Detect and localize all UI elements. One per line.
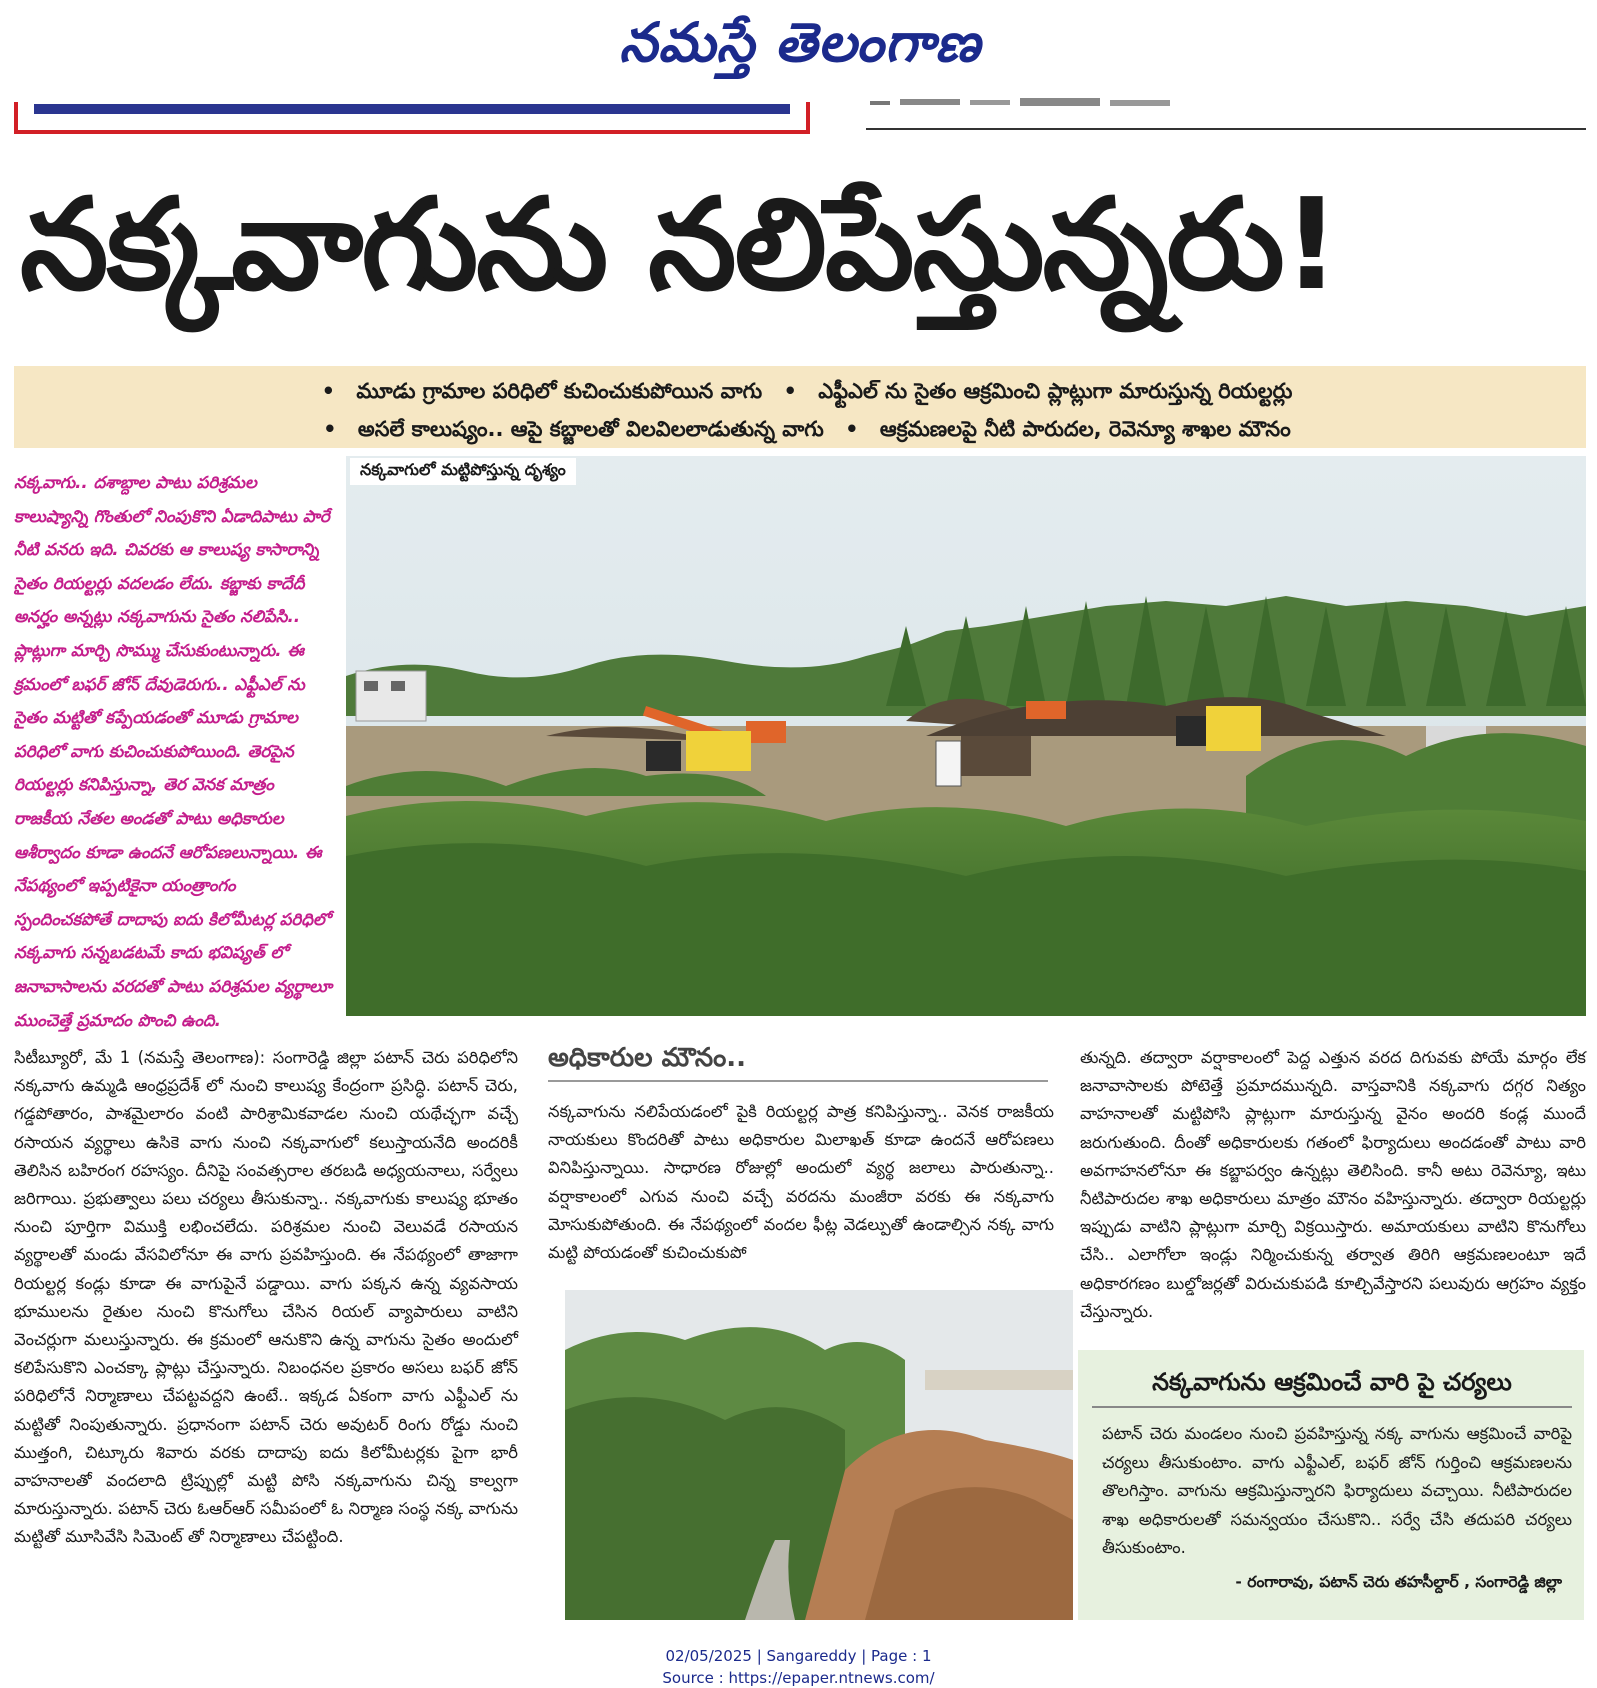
article-column-3: తున్నది. తద్వారా వర్షాకాలంలో పెద్ద ఎత్తున వరద దిగువకు పోయే మార్గం లేక జనావాసాలకు పోటెత్తే ప్రమాదమున్నది. వాస్తవానికి నక్కవాగు దగ్గర నిత్యం వాహనాలతో మట్టిపోసి ప్లాట్లుగా మారుస్తున్న వైనం అందరి కండ్ల ముందే జరుగుతుంది. దీంతో అధికారులకు గతంలో ఫిర్యాదులు అందడంతో పాటు వారి అవగాహనలోనూ ఈ కబ్జాపర్వం ఉన్నట్లు తెలిసింది. కానీ అటు రెవెన్యూ, ఇటు నీటిపారుదల శాఖ అధికారులు మాత్రం మౌనం వహిస్తున్నారు. తద్వారా రియల్టర్లు ఇప్పుడు వాటిని ప్లాట్లుగా మార్చి విక్రయిస్తారు. అమాయకులు వాటిని కొనుగోలు చేసి.. ఎలాగోలా ఇండ్లు నిర్మించుకున్న తర్వాత తిరిగి ఆక్రమణలంటూ ఇదే అధికారగణం బుల్డోజర్లతో విరుచుకుపడి కూల్చివేస్తారని పలువురు ఆగ్రహం వ్యక్తం చేస్తున్నారు. <box>1080 1048 1586 1321</box>
deck-bullet: • <box>845 417 859 441</box>
masthead-blue-bar <box>34 104 790 114</box>
intro-paragraph: నక్కవాగు.. దశాబ్దాల పాటు పరిశ్రమల కాలుష్యాన్ని గొంతులో నింపుకొని ఏడాదిపాటు పారే నీటి వనరు ఇది. చివరకు ఆ కాలుష్య కాసారాన్ని సైతం రియల్టర్లు వదలడం లేదు. కబ్జాకు కాదేదీ అనర్హం అన్నట్లు నక్కవాగును సైతం నలిపేసి.. ప్లాట్లుగా మార్చి సొమ్ము చేసుకుంటున్నారు. ఈ క్రమంలో బఫర్ జోన్ దేవుడెరుగు.. ఎఫ్టీఎల్ ను సైతం మట్టితో కప్పేయడంతో మూడు గ్రామాల పరిధిలో వాగు కుచించుకుపోయింది. తెరపైన రియల్టర్లు కనిపిస్తున్నా, తెర వెనక మాత్రం రాజకీయ నేతల అండతో పాటు అధికారుల ఆశీర్వాదం కూడా ఉందనే ఆరోపణలున్నాయి. ఈ నేపథ్యంలో ఇప్పటికైనా యంత్రాంగం స్పందించకపోతే దాదాపు ఐదు కిలోమీటర్ల పరిధిలో నక్కవాగు సన్నబడటమే కాదు భవిష్యత్ లో జనావాసాలను వరదతో పాటు పరిశ్రమల వ్యర్థాలూ ముంచెత్తే ప్రమాదం పొంచి ఉంది. <box>14 473 333 1030</box>
deck-item: ఆక్రమణలపై నీటి పారుదల, రెవెన్యూ శాఖల మౌనం <box>879 417 1291 441</box>
deck-row-1 <box>14 372 1586 410</box>
masthead-smudge-decoration <box>870 96 1180 110</box>
article-column-2: నక్కవాగును నలిపేయడంలో పైకి రియల్టర్ల పాత్ర కనిపిస్తున్నా.. వెనక రాజకీయ నాయకులు కొందరితో పాటు అధికారుల మిలాఖత్ కూడా ఉందనే ఆరోపణలు వినిపిస్తున్నాయి. సాధారణ రోజుల్లో అందులో వ్యర్థ జలాలు పారుతున్నా.. వర్షాకాలంలో ఎగువ నుంచి వచ్చే వరదను మంజీరా వరకు ఈ నక్కవాగు మోసుకుపోతుంది. ఈ నేపథ్యంలో వందల ఫీట్ల వెడల్పుతో ఉండాల్సిన నక్క వాగు మట్టి పోయడంతో కుచించుకుపో <box>548 1102 1054 1263</box>
box-attribution: - రంగారావు, పటాన్ చెరు తహసీల్దార్ , సంగారెడ్డి జిల్లా <box>1235 1572 1562 1591</box>
secondary-photo <box>565 1290 1073 1620</box>
subheading-rule <box>548 1080 1048 1082</box>
deck-item: మూడు గ్రామాల పరిధిలో కుచించుకుపోయిన వాగు <box>356 379 763 403</box>
box-heading: నక్కవాగును ఆక్రమించే వారి పై చర్యలు <box>1092 1362 1572 1408</box>
masthead-rule <box>866 128 1586 130</box>
footer-source-link[interactable]: Source : https://epaper.ntnews.com/ <box>662 1669 935 1687</box>
main-photo <box>346 456 1586 1016</box>
deck-item: అసలే కాలుష్యం.. ఆపై కబ్జాలతో విలవిలలాడుతున్న వాగు <box>357 417 824 441</box>
official-statement-box <box>1078 1350 1584 1620</box>
article-column-1: సిటీబ్యూరో, మే 1 (నమస్తే తెలంగాణ): సంగారెడ్డి జిల్లా పటాన్ చెరు పరిధిలోని నక్కవాగు ఉమ్మడి ఆంధ్రప్రదేశ్ లో నుంచి కాలుష్య కేంద్రంగా ప్రసిద్ధి. పటాన్ చెరు, గడ్డపోతారం, పాశమైలారం వంటి పారిశ్రామికవాడల నుంచి యథేచ్ఛగా వచ్చే రసాయన వ్యర్థాలు ఉసికె వాగు నుంచి నక్కవాగులో కలుస్తాయనేది అందరికీ తెలిసిన బహిరంగ రహస్యం. దీనిపై సంవత్సరాల తరబడి అధ్యయనాలు, సర్వేలు జరిగాయి. ప్రభుత్వాలు పలు చర్యలు తీసుకున్నా.. నక్కవాగుకు కాలుష్య భూతం నుంచి పూర్తిగా విముక్తి లభించలేదు. పరిశ్రమల నుంచి వెలువడే రసాయన వ్యర్థాలతో మండు వేసవిలోనూ ఈ వాగు ప్రవహిస్తుంది. ఈ నేపథ్యంలో తాజాగా రియల్టర్ల కండ్లు కూడా ఈ వాగుపైనే పడ్డాయి. వాగు పక్కన ఉన్న వ్యవసాయ భూములను రైతుల నుంచి కొనుగోలు చేసిన రియల్ వ్యాపారులు వాటిని వెంచర్లుగా మలుస్తున్నారు. ఈ క్రమంలో ఆనుకొని ఉన్న వాగును సైతం అందులో కలిపేసుకొని ఎంచక్కా ప్లాట్లు చేస్తున్నారు. నిబంధనల ప్రకారం అసలు బఫర్ జోన్ పరిధిలోనే నిర్మాణాలు చేపట్టవద్దని ఉంటే.. ఇక్కడ ఏకంగా వాగు ఎఫ్టీఎల్ ను మట్టితో నింపుతున్నారు. ప్రధానంగా పటాన్ చెరు అవుటర్ రింగు రోడ్డు నుంచి ముత్తంగి, చిట్కూరు శివారు వరకు దాదాపు ఐదు కిలోమీటర్లకు పైగా భారీ వాహనాలతో వందలాది ట్రిప్పుల్లో మట్టి పోసి నక్కవాగును చిన్న కాల్వగా మారుస్తున్నారు. పటాన్ చెరు ఓఆర్ఆర్ సమీపంలో ఓ నిర్మాణ సంస్థ నక్క వాగును మట్టితో మూసివేసి సిమెంట్ తో నిర్మాణాలు చేపట్టింది. <box>14 1048 518 1547</box>
deck-bullet: • <box>783 379 797 403</box>
deck-bullet: • <box>321 379 336 403</box>
subheading-officials-silence: అధికారుల మౌనం.. <box>548 1043 747 1073</box>
deck-panel <box>14 366 1586 448</box>
deck-item: ఎఫ్టీఎల్ ను సైతం ఆక్రమించి ప్లాట్లుగా మారుస్తున్న రియల్టర్లు <box>818 379 1293 403</box>
masthead-logo: నమస్తే తెలంగాణ <box>619 11 981 74</box>
headline: నక్కవాగును నలిపేస్తున్నరు! <box>20 171 1339 318</box>
footer-date-line: 02/05/2025 | Sangareddy | Page : 1 <box>665 1647 932 1665</box>
deck-row-2 <box>14 410 1586 448</box>
photo-caption: నక్కవాగులో మట్టిపోస్తున్న దృశ్యం <box>350 458 576 485</box>
deck-bullet: • <box>323 417 337 441</box>
box-body: పటాన్ చెరు మండలం నుంచి ప్రవహిస్తున్న నక్క వాగును ఆక్రమించే వారిపై చర్యలు తీసుకుంటాం. వాగు ఎఫ్టీఎల్, బఫర్ జోన్ గుర్తించి ఆక్రమణలను తొలగిస్తాం. వాగును ఆక్రమిస్తున్నారని ఫిర్యాదులు వచ్చాయి. నీటిపారుదల శాఖ అధికారులతో సమన్వయం చేసుకొని.. సర్వే చేసి తదుపరి చర్యలు తీసుకుంటాం. <box>1102 1424 1572 1557</box>
